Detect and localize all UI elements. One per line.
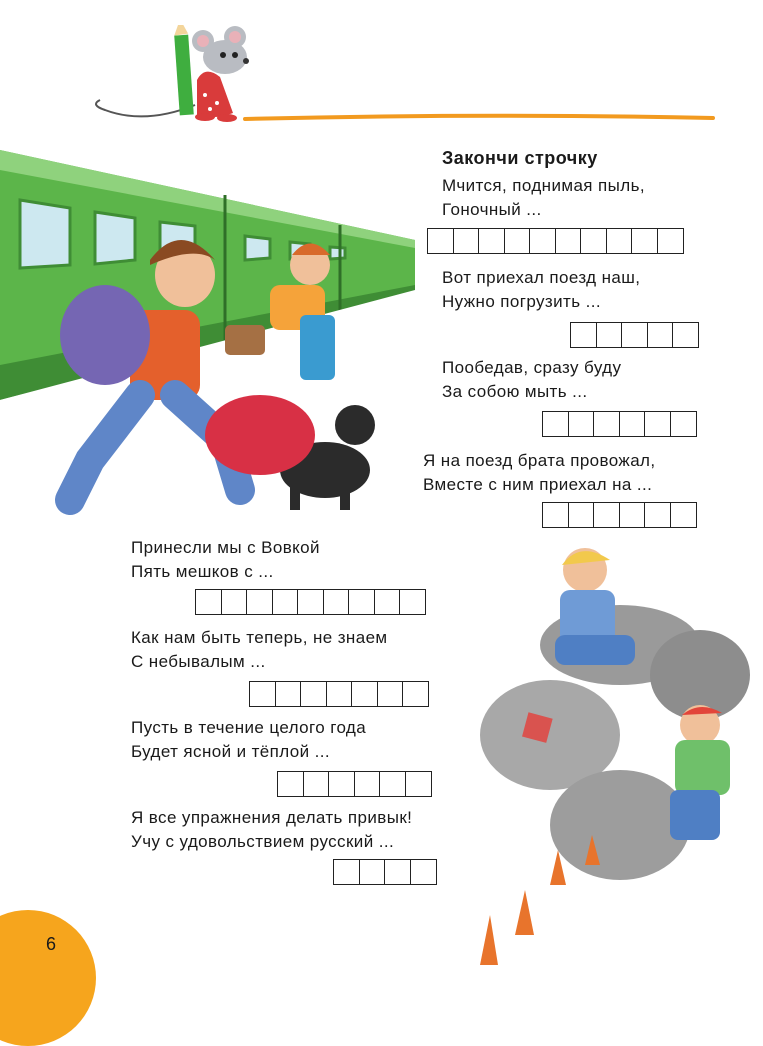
letter-box[interactable] <box>542 411 569 437</box>
letter-box[interactable] <box>399 589 426 615</box>
letter-box[interactable] <box>619 411 646 437</box>
letter-box[interactable] <box>619 502 646 528</box>
answer-boxes-5[interactable] <box>195 589 426 615</box>
letter-box[interactable] <box>246 589 273 615</box>
riddle-6 <box>131 626 388 674</box>
riddle-7 <box>131 716 366 764</box>
letter-box[interactable] <box>621 322 648 348</box>
letter-box[interactable] <box>555 228 582 254</box>
letter-box[interactable] <box>593 502 620 528</box>
letter-box[interactable] <box>647 322 674 348</box>
riddle-line: С небывалым ... <box>131 652 266 671</box>
letter-box[interactable] <box>644 411 671 437</box>
letter-box[interactable] <box>323 589 350 615</box>
riddle-line: Нужно погрузить ... <box>442 292 601 311</box>
mouse-with-pencil-illustration <box>85 25 715 130</box>
riddle-1 <box>442 174 645 222</box>
letter-box[interactable] <box>631 228 658 254</box>
letter-box[interactable] <box>277 771 304 797</box>
children-with-sacks-illustration <box>470 535 755 975</box>
riddle-line: Пять мешков с ... <box>131 562 274 581</box>
letter-box[interactable] <box>326 681 353 707</box>
riddle-4 <box>423 449 656 497</box>
page-number-badge <box>0 910 96 1046</box>
letter-box[interactable] <box>596 322 623 348</box>
riddle-line: Принесли мы с Вовкой <box>131 538 320 557</box>
answer-boxes-6[interactable] <box>249 681 429 707</box>
letter-box[interactable] <box>568 411 595 437</box>
letter-box[interactable] <box>300 681 327 707</box>
letter-box[interactable] <box>377 681 404 707</box>
letter-box[interactable] <box>297 589 324 615</box>
answer-boxes-7[interactable] <box>277 771 432 797</box>
letter-box[interactable] <box>359 859 386 885</box>
letter-box[interactable] <box>580 228 607 254</box>
letter-box[interactable] <box>354 771 381 797</box>
answer-boxes-3[interactable] <box>542 411 697 437</box>
letter-box[interactable] <box>328 771 355 797</box>
letter-box[interactable] <box>333 859 360 885</box>
riddle-line: Вот приехал поезд наш, <box>442 268 641 287</box>
letter-box[interactable] <box>504 228 531 254</box>
riddle-line: Пусть в течение целого года <box>131 718 367 737</box>
letter-box[interactable] <box>570 322 597 348</box>
riddle-line: Как нам быть теперь, не знаем <box>131 628 388 647</box>
letter-box[interactable] <box>405 771 432 797</box>
answer-boxes-2[interactable] <box>570 322 699 348</box>
letter-box[interactable] <box>275 681 302 707</box>
riddle-line: Мчится, поднимая пыль, <box>442 176 645 195</box>
riddle-line: За собою мыть ... <box>442 382 588 401</box>
riddle-line: Я все упражнения делать привык! <box>131 808 413 827</box>
children-running-to-train-illustration <box>0 140 420 540</box>
letter-box[interactable] <box>272 589 299 615</box>
letter-box[interactable] <box>568 502 595 528</box>
riddle-8 <box>131 806 412 854</box>
riddle-line: Вместе с ним приехал на ... <box>423 475 653 494</box>
letter-box[interactable] <box>379 771 406 797</box>
letter-box[interactable] <box>410 859 437 885</box>
letter-box[interactable] <box>478 228 505 254</box>
letter-box[interactable] <box>348 589 375 615</box>
exercise-title: Закончи строчку <box>442 148 598 168</box>
answer-boxes-1[interactable] <box>427 228 684 254</box>
letter-box[interactable] <box>249 681 276 707</box>
letter-box[interactable] <box>606 228 633 254</box>
letter-box[interactable] <box>657 228 684 254</box>
letter-box[interactable] <box>384 859 411 885</box>
riddle-3 <box>442 356 621 404</box>
letter-box[interactable] <box>402 681 429 707</box>
letter-box[interactable] <box>529 228 556 254</box>
letter-box[interactable] <box>644 502 671 528</box>
letter-box[interactable] <box>303 771 330 797</box>
page-number: 6 <box>46 934 57 954</box>
riddle-line: Будет ясной и тёплой ... <box>131 742 331 761</box>
riddle-5 <box>131 536 320 584</box>
letter-box[interactable] <box>670 411 697 437</box>
riddle-2 <box>442 266 640 314</box>
letter-box[interactable] <box>221 589 248 615</box>
letter-box[interactable] <box>351 681 378 707</box>
letter-box[interactable] <box>453 228 480 254</box>
letter-box[interactable] <box>427 228 454 254</box>
riddle-line: Гоночный ... <box>442 200 542 219</box>
answer-boxes-8[interactable] <box>333 859 437 885</box>
letter-box[interactable] <box>670 502 697 528</box>
letter-box[interactable] <box>374 589 401 615</box>
letter-box[interactable] <box>542 502 569 528</box>
riddle-line: Учу с удовольствием русский ... <box>131 832 395 851</box>
letter-box[interactable] <box>672 322 699 348</box>
riddle-line: Я на поезд брата провожал, <box>423 451 656 470</box>
answer-boxes-4[interactable] <box>542 502 697 528</box>
riddle-line: Пообедав, сразу буду <box>442 358 622 377</box>
letter-box[interactable] <box>195 589 222 615</box>
letter-box[interactable] <box>593 411 620 437</box>
